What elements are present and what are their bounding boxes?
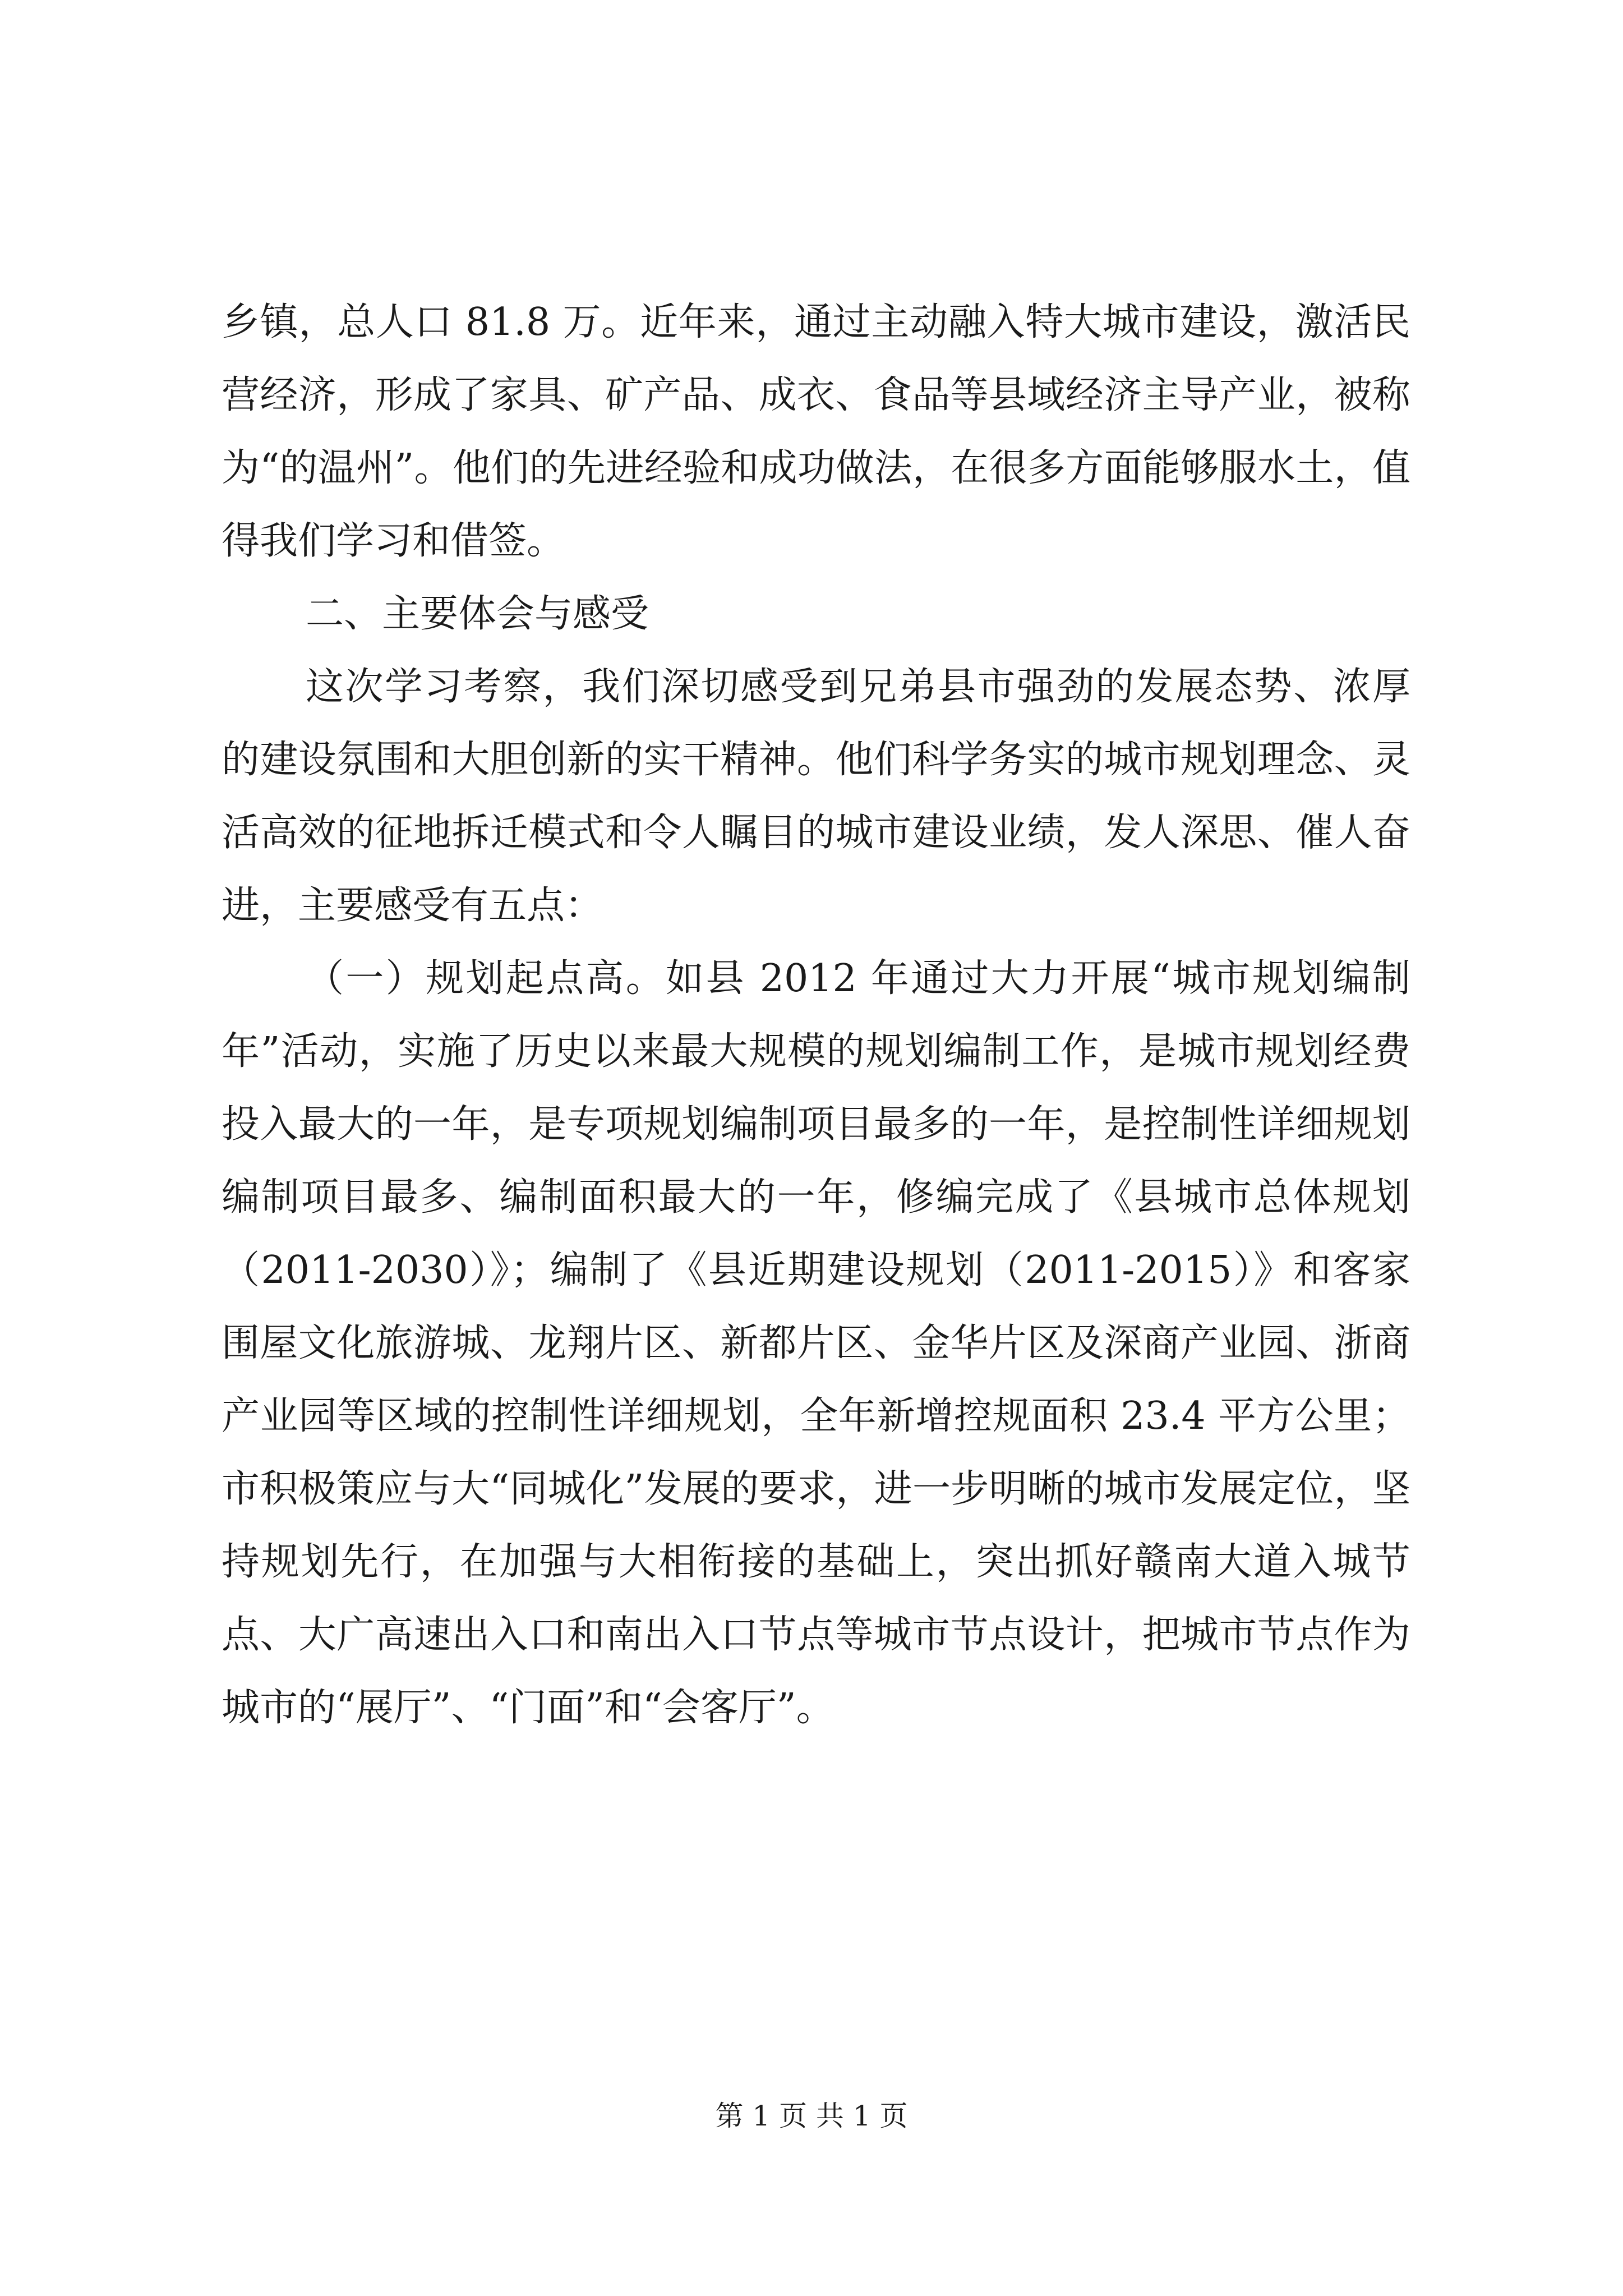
paragraph-continuation: 乡镇，总人口 81.8 万。近年来，通过主动融入特大城市建设，激活民营经济，形成了家具、矿产品、成衣、食品等县域经济主导产业，被称为“的温州”。他们的先进经验和成功做法，在很多方面能够服水土，值得我们学习和借签。 — [222, 300, 1410, 563]
paragraph-impressions-intro: 这次学习考察，我们深切感受到兄弟县市强劲的发展态势、浓厚的建设氛围和大胆创新的实干精神。他们科学务实的城市规划理念、灵活高效的征地拆迁模式和令人瞩目的城市建设业绩，发人深思、催人奋进，主要感受有五点： — [222, 665, 1410, 928]
document-body — [222, 286, 1410, 1745]
section-heading: 二、主要体会与感受 — [306, 592, 649, 636]
page-number-footer: 第 1 页 共 1 页 — [715, 2100, 908, 2132]
paragraph-planning: （一）规划起点高。如县 2012 年通过大力开展“城市规划编制年”活动，实施了历史以来最大规模的规划编制工作，是城市规划经费投入最大的一年，是专项规划编制项目最多的一年，是控制性详细规划编制项目最多、编制面积最大的一年，修编完成了《县城市总体规划（2011-2030）》；编制了《县近期建设规划（2011-2015）》和客家围屋文化旅游城、龙翔片区、新都片区、金华片区及深商产业园、浙商产业园等区域的控制性详细规划，全年新增控规面积 23.4 平方公里；市积极策应与大“同城化”发展的要求，进一步明晰的城市发展定位，坚持规划先行，在加强与大相衔接的基础上，突出抓好赣南大道入城节点、大广高速出入口和南出入口节点等城市节点设计，把城市节点作为城市的“展厅”、“门面”和“会客厅”。 — [222, 956, 1410, 1730]
